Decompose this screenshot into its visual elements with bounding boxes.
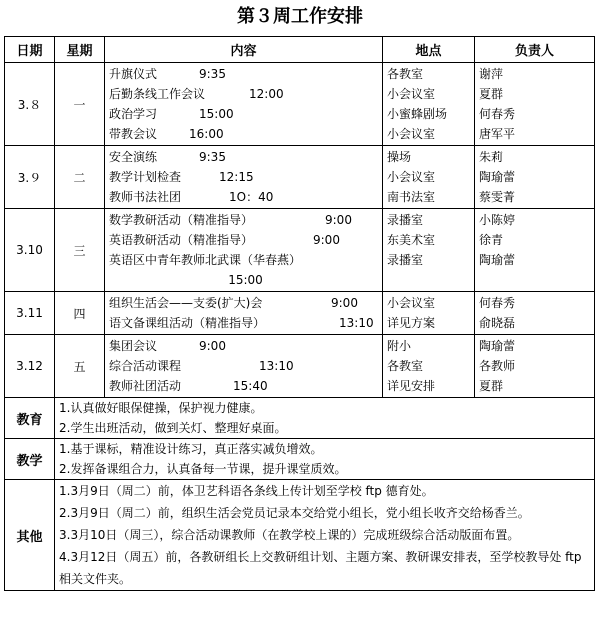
event-place: 附小	[387, 339, 412, 353]
event-name: 集团会议	[109, 339, 158, 353]
day-places	[383, 146, 475, 209]
event-time: 13:10	[259, 359, 294, 373]
day-date: 3.８	[5, 63, 55, 146]
education-label: 教育	[5, 398, 55, 439]
header-weekday: 星期	[55, 37, 105, 63]
event-place: 小会议室	[387, 296, 436, 310]
teaching-line: 2.发挥备课组合力，认真备每一节课，提升课堂质效。	[59, 462, 347, 476]
day-weekday: 一	[55, 63, 105, 146]
event-line	[105, 147, 382, 167]
event-time: 9:00	[325, 213, 352, 227]
event-name: 政治学习	[109, 107, 158, 121]
event-place: 操场	[387, 150, 412, 164]
day-row-wednesday	[5, 209, 595, 292]
event-person: 夏群	[479, 379, 504, 393]
event-time: 12:00	[249, 87, 284, 101]
day-row-tuesday	[5, 146, 595, 209]
event-person: 俞晓磊	[479, 316, 516, 330]
day-content	[105, 146, 383, 209]
event-line	[105, 210, 382, 230]
header-content: 内容	[105, 37, 383, 63]
event-place: 详见方案	[387, 316, 436, 330]
day-row-thursday	[5, 292, 595, 335]
event-time: 1O：40	[229, 190, 274, 204]
event-name: 升旗仪式	[109, 67, 158, 81]
event-place: 小会议室	[387, 127, 436, 141]
other-line: 4.3月12日（周五）前，各教研组长上交教研组计划、主题方案、教研课安排表，至学校教导处 ftp 相关文件夹。	[59, 550, 582, 586]
event-time: 9:00	[313, 233, 340, 247]
event-place: 详见安排	[387, 379, 436, 393]
day-date: 3.９	[5, 146, 55, 209]
event-person: 何春秀	[479, 296, 516, 310]
event-name: 综合活动课程	[109, 359, 182, 373]
event-place: 各教室	[387, 67, 424, 81]
event-place: 小会议室	[387, 170, 436, 184]
other-line: 2.3月9日（周二）前，组织生活会党员记录本交给党小组长，党小组长收齐交给杨香兰。	[59, 506, 530, 520]
event-name: 安全演练	[109, 150, 158, 164]
event-name: 教师社团活动	[109, 379, 182, 393]
day-row-monday	[5, 63, 595, 146]
day-persons	[475, 335, 595, 398]
education-line: 1.认真做好眼保健操，保护视力健康。	[59, 401, 263, 415]
event-line	[105, 376, 382, 396]
event-time-wrapped: 15:00	[228, 273, 263, 287]
event-line	[105, 336, 382, 356]
day-places	[383, 63, 475, 146]
day-places	[383, 209, 475, 292]
event-line	[105, 167, 382, 187]
day-date: 3.10	[5, 209, 55, 292]
day-weekday: 五	[55, 335, 105, 398]
teaching-content	[55, 439, 595, 480]
event-name: 教师书法社团	[109, 190, 182, 204]
day-weekday: 三	[55, 209, 105, 292]
event-name: 英语教研活动（精准指导）	[109, 233, 254, 247]
day-persons	[475, 292, 595, 335]
event-line	[105, 124, 382, 144]
event-person: 谢萍	[479, 67, 504, 81]
day-weekday: 二	[55, 146, 105, 209]
day-places	[383, 335, 475, 398]
event-name: 数学教研活动（精准指导）	[109, 213, 254, 227]
event-person: 各教师	[479, 359, 516, 373]
event-name: 语文备课组活动（精准指导）	[109, 316, 266, 330]
schedule-table	[4, 36, 595, 591]
event-line	[105, 293, 382, 313]
header-date: 日期	[5, 37, 55, 63]
event-person: 朱莉	[479, 150, 504, 164]
event-person: 何春秀	[479, 107, 516, 121]
day-content	[105, 209, 383, 292]
day-persons	[475, 209, 595, 292]
event-person: 陶瑜蕾	[479, 339, 516, 353]
teaching-row	[5, 439, 595, 480]
other-row	[5, 480, 595, 591]
event-place: 录播室	[387, 213, 424, 227]
other-line: 3.3月10日（周三），综合活动课教师（在教学校上课的）完成班级综合活动版面布置。	[59, 528, 520, 542]
other-line: 1.3月9日（周二）前，体卫艺科语各条线上传计划至学校 ftp 德育处。	[59, 484, 434, 498]
education-content	[55, 398, 595, 439]
event-place: 南书法室	[387, 190, 436, 204]
event-time: 15:40	[233, 379, 268, 393]
event-person: 唐军平	[479, 127, 516, 141]
event-person: 蔡雯菁	[479, 190, 516, 204]
event-time: 15:00	[199, 107, 234, 121]
event-time: 12:15	[219, 170, 254, 184]
day-weekday: 四	[55, 292, 105, 335]
event-place: 录播室	[387, 253, 424, 267]
event-line	[105, 313, 382, 333]
event-time: 9:35	[199, 150, 226, 164]
other-content	[55, 480, 595, 591]
event-name: 组织生活会——支委(扩大)会	[109, 296, 263, 310]
event-line	[105, 230, 382, 250]
education-line: 2.学生出班活动，做到关灯、整理好桌面。	[59, 421, 287, 435]
day-row-friday	[5, 335, 595, 398]
event-person: 陶瑜蕾	[479, 170, 516, 184]
day-content	[105, 292, 383, 335]
event-name: 英语区中青年教师北武课（华春燕）	[109, 253, 302, 267]
day-places	[383, 292, 475, 335]
event-person: 徐青	[479, 233, 504, 247]
event-line	[105, 84, 382, 104]
day-content	[105, 63, 383, 146]
event-person: 陶瑜蕾	[479, 253, 516, 267]
event-time: 16:00	[189, 127, 224, 141]
event-line	[105, 64, 382, 84]
header-person: 负责人	[475, 37, 595, 63]
event-place: 东美术室	[387, 233, 436, 247]
event-place: 小会议室	[387, 87, 436, 101]
event-line	[105, 250, 382, 270]
event-time: 13:10	[339, 316, 374, 330]
event-name: 后勤条线工作会议	[109, 87, 206, 101]
page-title: 第３周工作安排	[237, 6, 363, 27]
day-persons	[475, 63, 595, 146]
event-line	[105, 104, 382, 124]
day-content	[105, 335, 383, 398]
event-line	[105, 187, 382, 207]
teaching-line: 1.基于课标，精准设计练习，真正落实减负增效。	[59, 442, 323, 456]
day-date: 3.12	[5, 335, 55, 398]
event-line	[105, 356, 382, 376]
event-place: 各教室	[387, 359, 424, 373]
other-label: 其他	[5, 480, 55, 591]
day-date: 3.11	[5, 292, 55, 335]
event-person: 小陈婷	[479, 213, 516, 227]
event-name: 教学计划检查	[109, 170, 182, 184]
event-name: 带教会议	[109, 127, 158, 141]
header-row	[5, 37, 595, 63]
event-person: 夏群	[479, 87, 504, 101]
education-row	[5, 398, 595, 439]
teaching-label: 教学	[5, 439, 55, 480]
event-time: 9:00	[331, 296, 358, 310]
event-place: 小蜜蜂剧场	[387, 107, 448, 121]
day-persons	[475, 146, 595, 209]
header-place: 地点	[383, 37, 475, 63]
event-time: 9:35	[199, 67, 226, 81]
event-time: 9:00	[199, 339, 226, 353]
